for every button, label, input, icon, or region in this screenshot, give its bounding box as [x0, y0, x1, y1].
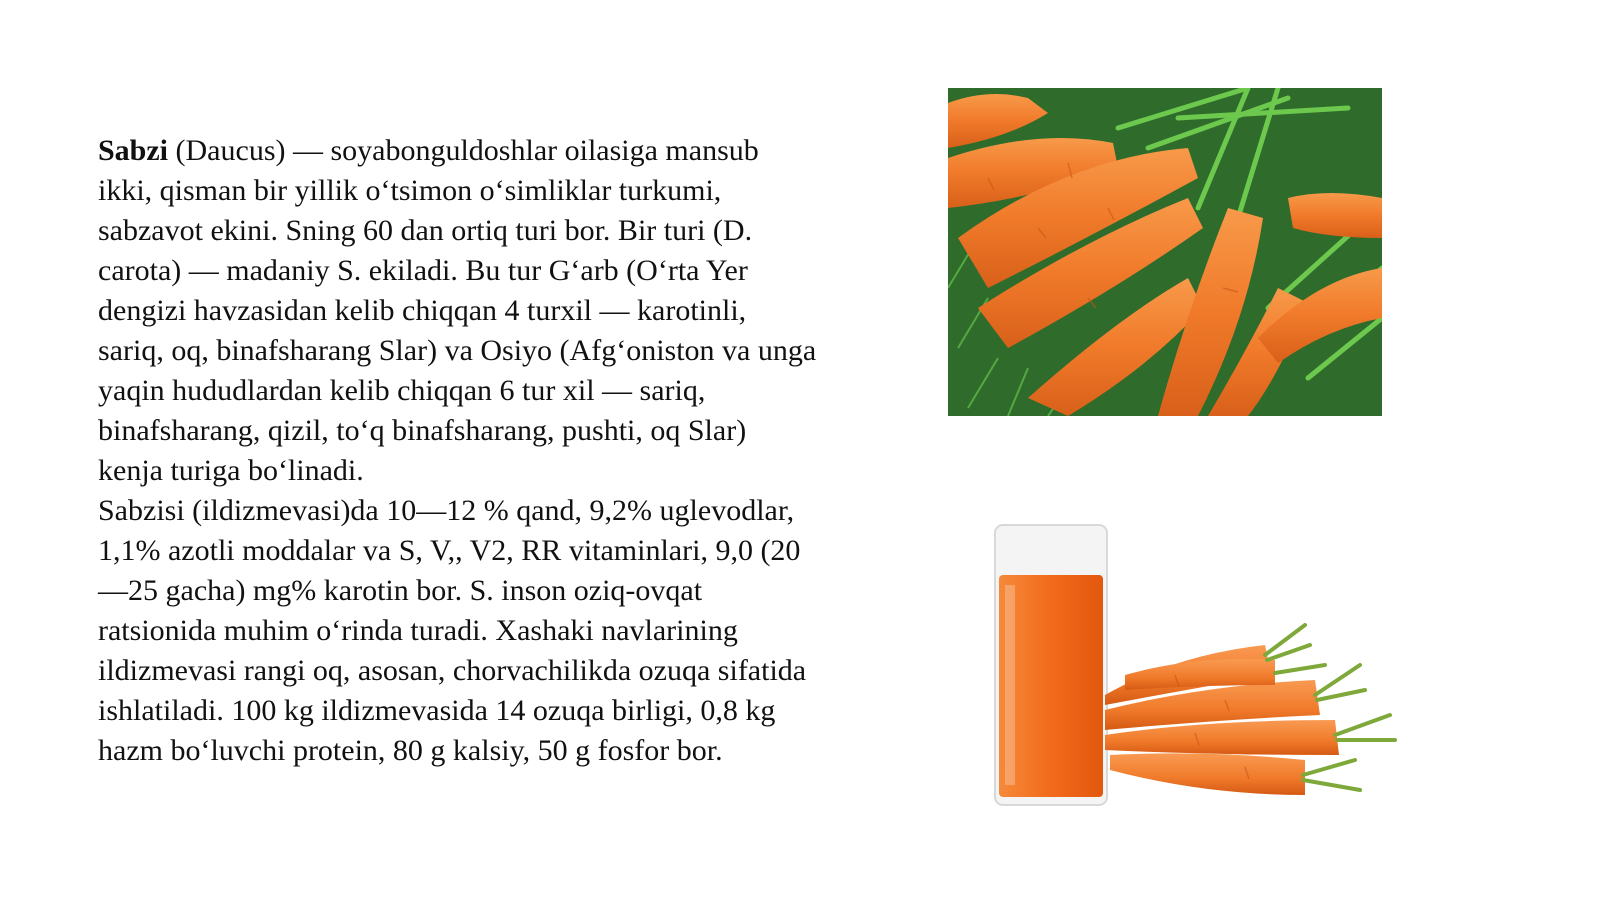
article-paragraph — [98, 131, 818, 491]
article-intro: (Daucus) — soyabonguldoshlar oilasiga mansub ikki, qisman bir yillik oʻtsimon oʻsimliklar turkumi, sabzavot ekini. Sning 60 dan ortiq turi bor. Bir turi (D. carota) — madaniy S. ekiladi. Bu tur Gʻarb (Oʻrta Yer dengizi havzasidan kelib chiqqan 4 turxil — karotinli, sariq, oq, binafsharang Slar) va Osiyo (Afgʻoniston va unga yaqin hududlardan kelib chiqqan 6 tur xil — sariq, binafsharang, qizil, toʻq binafsharang, pushti, oq Slar) kenja turiga boʻlinadi. — [98, 134, 817, 487]
carrot-juice-image — [975, 505, 1455, 835]
article-text — [98, 131, 818, 771]
article-body: Sabzisi (ildizmevasi)da 10—12 % qand, 9,2% uglevodlar, 1,1% azotli moddalar va S, V,, V2, RR vitaminlari, 9,0 (20—25 gacha) mg% karotin bor. S. inson oziq-ovqat ratsionida muhim oʻrinda turadi. Xashaki navlarining ildizmevasi rangi oq, asosan, chorvachilikda ozuqa sifatida ishlatiladi. 100 kg ildizmevasida 14 ozuqa birligi, 0,8 kg hazm boʻluvchi protein, 80 g kalsiy, 50 g fosfor bor. — [98, 494, 807, 767]
article-term: Sabzi — [98, 134, 169, 167]
carrots-on-grass-image — [948, 88, 1382, 416]
